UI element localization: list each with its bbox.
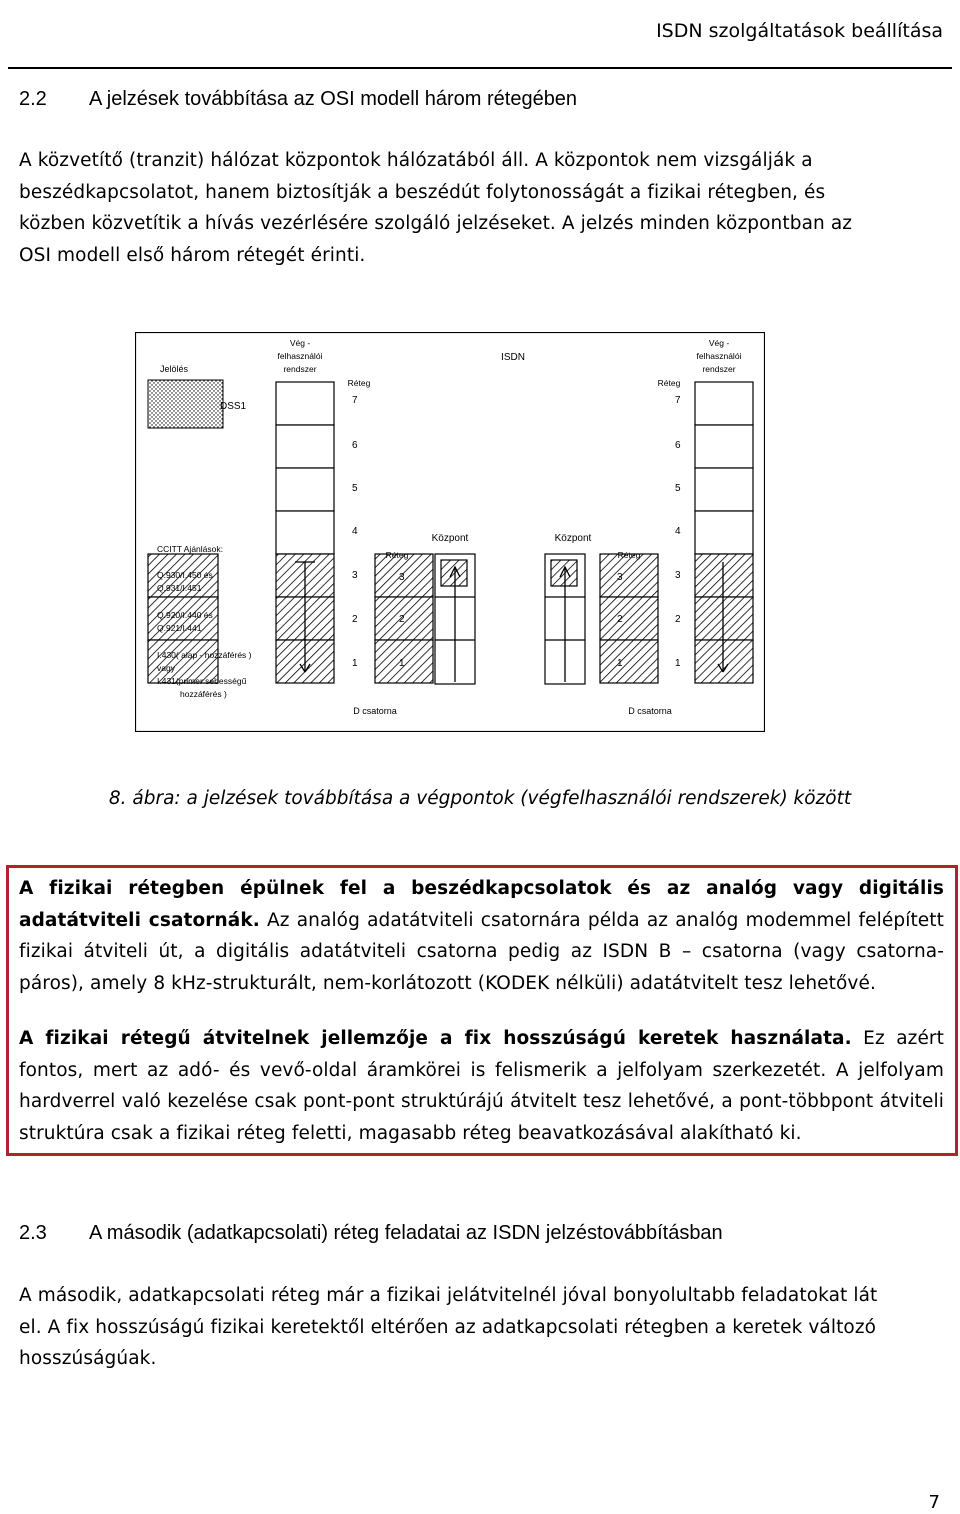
exchange-label-left: Központ xyxy=(431,533,469,544)
section-number: 2.2 xyxy=(19,88,47,110)
svg-text:2: 2 xyxy=(675,614,681,625)
legend-dotted-swatch xyxy=(148,380,223,428)
svg-text:2: 2 xyxy=(399,614,405,625)
d-channel-right: D csatorna xyxy=(628,706,672,716)
end-user-right-label-1: Vég - xyxy=(708,338,730,348)
svg-text:4: 4 xyxy=(675,526,681,537)
text-line: beszédkapcsolatot, hanem biztosítják a beszédút folytonosságát a fizikai rétegben, és xyxy=(19,181,826,203)
exchange-stack-right xyxy=(600,554,658,683)
svg-text:3: 3 xyxy=(675,570,681,581)
legend-title: Jelölés xyxy=(160,364,189,374)
svg-text:2: 2 xyxy=(352,614,358,625)
svg-text:vagy: vagy xyxy=(157,663,175,673)
svg-text:2: 2 xyxy=(617,614,623,625)
svg-text:6: 6 xyxy=(352,440,358,451)
layer-label-mid-right: Réteg xyxy=(617,550,641,560)
d-channel-left: D csatorna xyxy=(353,706,397,716)
svg-text:7: 7 xyxy=(352,395,358,406)
section-2-3-paragraph xyxy=(19,1280,944,1375)
page-header-title: ISDN szolgáltatások beállítása xyxy=(656,20,943,42)
svg-text:1: 1 xyxy=(617,658,623,669)
svg-text:3: 3 xyxy=(352,570,358,581)
svg-text:6: 6 xyxy=(675,440,681,451)
section-title: A második (adatkapcsolati) réteg feladatai az ISDN jelzéstovábbításban xyxy=(89,1222,723,1244)
end-user-stack-right xyxy=(695,382,753,554)
svg-text:I.431(primer sebességű: I.431(primer sebességű xyxy=(157,676,247,686)
layer-label-mid-left: Réteg xyxy=(385,550,409,560)
text-line: A közvetítő (tranzit) hálózat központok hálózatából áll. A központok nem vizsgálják a xyxy=(19,150,813,171)
text-line: el. A fix hosszúságú fizikai keretektől eltérően az adatkapcsolati rétegben a keretek változó xyxy=(19,1316,877,1338)
text-line: OSI modell első három rétegét érinti. xyxy=(19,244,366,266)
svg-text:I.430( alap - hozzáférés ): I.430( alap - hozzáférés ) xyxy=(157,650,252,660)
boxed-p2-bold: A fizikai rétegű átvitelnek jellemzője a fix hosszúságú keretek használata. xyxy=(19,1028,852,1049)
end-user-right-label-2: felhasználói xyxy=(696,351,742,361)
svg-text:5: 5 xyxy=(675,483,681,494)
section-number: 2.3 xyxy=(19,1222,47,1244)
boxed-p1-rest: Az analóg adatátviteli csatornára példa az analóg modemmel felépített fizikai átviteli út, a digitális adatátviteli csatorna pedig az ISDN B – csatorna (vagy csatorna-páros), amely 8 kHz-strukturált, nem-korlátozott (KODEK nélküli) adatátvitelt tesz lehetővé. xyxy=(19,909,944,994)
svg-text:5: 5 xyxy=(352,483,358,494)
header-divider xyxy=(8,67,952,69)
svg-text:1: 1 xyxy=(675,658,681,669)
end-user-left-label-1: Vég - xyxy=(289,338,311,348)
layer-label-left: Réteg xyxy=(347,378,371,388)
svg-text:1: 1 xyxy=(352,658,358,669)
section-heading-2-3 xyxy=(19,1222,723,1245)
svg-text:CCITT Ajánlások:: CCITT Ajánlások: xyxy=(157,544,223,554)
page-number: 7 xyxy=(928,1492,940,1513)
svg-text:3: 3 xyxy=(399,572,405,583)
end-user-left-label-2: felhasználói xyxy=(277,351,323,361)
svg-text:hozzáférés ): hozzáférés ) xyxy=(180,689,227,699)
text-line: közben közvetítik a hívás vezérlésére szolgáló jelzéseket. A jelzés minden központban az xyxy=(19,213,853,234)
end-user-lower-right xyxy=(695,554,753,683)
svg-text:1: 1 xyxy=(399,658,405,669)
svg-text:4: 4 xyxy=(352,526,358,537)
end-user-left-label-3: rendszer xyxy=(283,364,317,374)
boxed-paragraph-2 xyxy=(19,1023,944,1149)
svg-text:Q.921/I.441: Q.921/I.441 xyxy=(157,623,202,633)
svg-text:Q.931/I.451: Q.931/I.451 xyxy=(157,583,202,593)
section-heading-2-2 xyxy=(19,88,577,111)
figure-caption: 8. ábra: a jelzések továbbítása a végpontok (végfelhasználói rendszerek) között xyxy=(108,788,852,809)
isdn-label: ISDN xyxy=(501,352,525,363)
svg-text:Q.930/I.450 és: Q.930/I.450 és xyxy=(157,570,213,580)
layer-label-right: Réteg xyxy=(657,378,681,388)
boxed-p1-bold: A fizikai rétegben épülnek fel a beszédkapcsolatok és az analóg vagy digitális adatátviteli csatornák. xyxy=(19,878,944,931)
boxed-p2-rest: Ez azért fontos, mert az adó- és vevő-oldal áramkörei is felismerik a jelfolyam szerkezetét. A jelfolyam hardverrel való kezelése csak pont-pont struktúrájú átvitelt tesz lehetővé, a pont-többpont átviteli struktúra csak a fizikai réteg feletti, magasabb réteg beavatkozásával alakítható ki. xyxy=(19,1028,944,1144)
boxed-paragraph-1 xyxy=(19,873,944,999)
end-user-stack-left xyxy=(276,382,334,554)
exchange-label-right: Központ xyxy=(554,533,592,544)
text-line: A második, adatkapcsolati réteg már a fizikai jelátvitelnél jóval bonyolultabb feladatokat lát xyxy=(19,1285,878,1306)
svg-text:7: 7 xyxy=(675,395,681,406)
osi-signaling-diagram xyxy=(135,332,765,732)
section-2-2-paragraph xyxy=(19,145,944,271)
section-title: A jelzések továbbítása az OSI modell három rétegében xyxy=(89,88,578,110)
end-user-right-label-3: rendszer xyxy=(702,364,736,374)
svg-text:3: 3 xyxy=(617,572,623,583)
svg-text:Q.920/I.440 és: Q.920/I.440 és xyxy=(157,610,213,620)
dss1-label: DSS1 xyxy=(220,401,247,412)
text-line: hosszúságúak. xyxy=(19,1348,157,1369)
